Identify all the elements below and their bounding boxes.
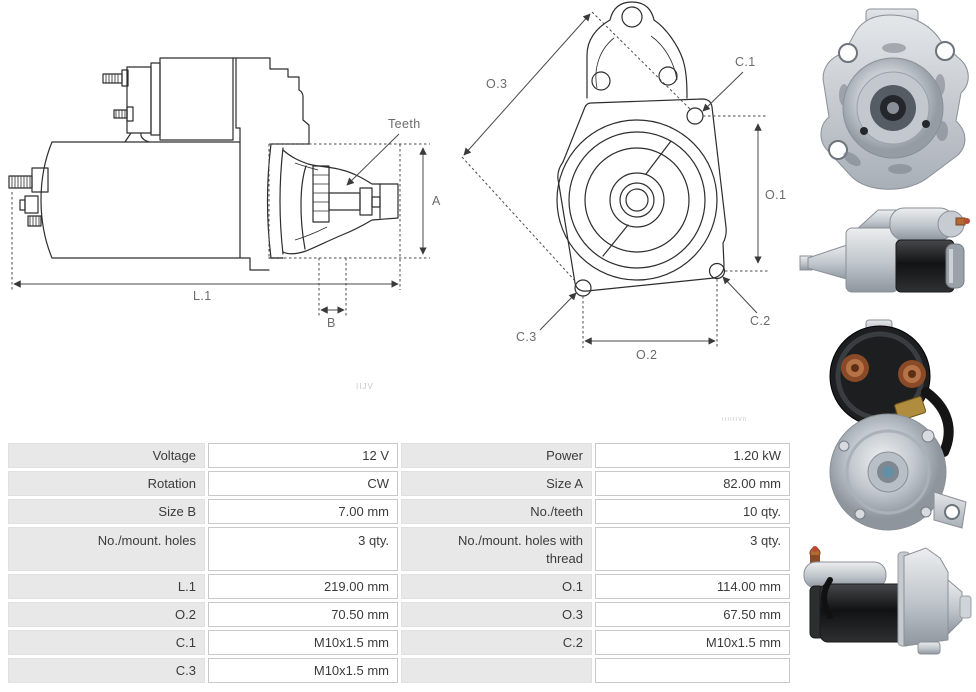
spec-value-l1: 219.00 mm <box>208 574 398 599</box>
spec-value-rotation: CW <box>208 471 398 496</box>
spec-value-c3: M10x1.5 mm <box>208 658 398 683</box>
teeth-label: Teeth <box>388 117 421 131</box>
watermark: IIIIIIVh <box>722 417 748 423</box>
starter-profile-view-photo[interactable] <box>798 540 974 662</box>
spec-label-l1: L.1 <box>8 574 205 599</box>
spec-label-o2: O.2 <box>8 602 205 627</box>
spec-value-power: 1.20 kW <box>595 443 790 468</box>
spec-label-c1: C.1 <box>8 630 205 655</box>
spec-label-mount-holes: No./mount. holes <box>8 527 205 571</box>
watermark: IIJV <box>356 382 374 391</box>
starter-side-view-photo[interactable] <box>798 200 972 312</box>
dim-a-label: A <box>432 194 441 208</box>
dim-l1-label: L.1 <box>193 289 212 303</box>
spec-label-c2: C.2 <box>401 630 592 655</box>
spec-label-c3: C.3 <box>8 658 205 683</box>
spec-value-size-b: 7.00 mm <box>208 499 398 524</box>
spec-label-power: Power <box>401 443 592 468</box>
starter-front-view-photo[interactable] <box>808 3 970 195</box>
spec-value-o1: 114.00 mm <box>595 574 790 599</box>
spec-value-c2: M10x1.5 mm <box>595 630 790 655</box>
dim-c3-label: C.3 <box>516 330 537 344</box>
spec-label-o3: O.3 <box>401 602 592 627</box>
spec-table <box>8 443 790 683</box>
spec-label-rotation: Rotation <box>8 471 205 496</box>
spec-value-o2: 70.50 mm <box>208 602 398 627</box>
dim-o1-label: O.1 <box>765 188 787 202</box>
dim-o3-label: O.3 <box>486 77 508 91</box>
spec-label-o1: O.1 <box>401 574 592 599</box>
front-view-technical-drawing <box>440 0 790 400</box>
dim-c2-label: C.2 <box>750 314 771 328</box>
spec-value-mount-holes-thread: 3 qty. <box>595 527 790 571</box>
dim-b-label: B <box>327 316 336 330</box>
dim-c1-label: C.1 <box>735 55 756 69</box>
spec-label-mount-holes-thread: No./mount. holes with thread <box>401 527 592 571</box>
spec-label-teeth: No./teeth <box>401 499 592 524</box>
spec-value-voltage: 12 V <box>208 443 398 468</box>
spec-label-voltage: Voltage <box>8 443 205 468</box>
dim-o2-label: O.2 <box>636 348 658 362</box>
side-view-technical-drawing <box>0 0 450 340</box>
spec-value-size-a: 82.00 mm <box>595 471 790 496</box>
spec-value-teeth: 10 qty. <box>595 499 790 524</box>
spec-label-empty <box>401 658 592 683</box>
starter-solenoid-rear-view-photo[interactable] <box>808 316 970 536</box>
spec-value-mount-holes: 3 qty. <box>208 527 398 571</box>
spec-label-size-a: Size A <box>401 471 592 496</box>
spec-value-o3: 67.50 mm <box>595 602 790 627</box>
spec-value-empty <box>595 658 790 683</box>
spec-value-c1: M10x1.5 mm <box>208 630 398 655</box>
spec-label-size-b: Size B <box>8 499 205 524</box>
